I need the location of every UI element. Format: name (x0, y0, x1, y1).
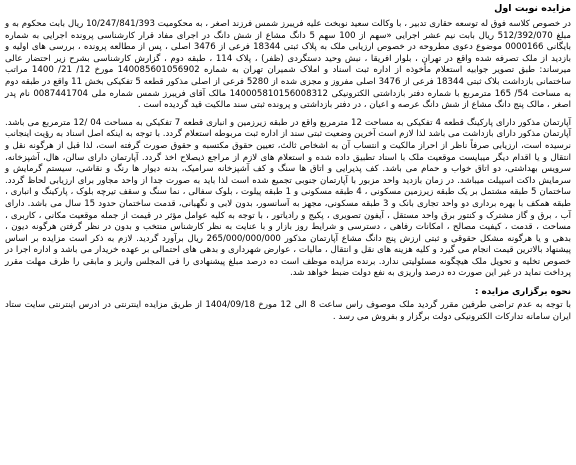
case-paragraph: در خصوص کلاسه فوق له توسعه حقاری تدبیر ، با وکالت سعید نوبخت علیه فریبرز شمس فرزند اصغر ، به محکومیت 10/247/841/393 ریال بابت محکوم به و مبلغ 512/392/070 ریال بابت نیم عشر اجرایی «سهم از 100 سهم 5 دانگ مشاع از شش دانگ در اجرای مفاد قرار کارشناسی پرونده اجرایی به شماره بایگانی 0000166 موضوع دعوی مطروحه در خصوص ارزیابی ملک به پلاک ثبتی 18344 فرعی از 3476 اصلی ، پس از مطالعه پرونده ، بررسی های اولیه و بازدید از ملک تصرفه شده واقع در تهران ، بلوار افریقا ، نبش وحید دستگردی (ظفر) ، پلاک 114 ، طبقه دوم ، گزارش کارشناسی بشرح زیر احتضار عالی میرساند: طبق تصویر جوابیه استعلام مأخوذه از اداره ثبت اسناد و املاک شمیران تهران به شماره 140085601056902 مورخ 12/ 21/ 1400 مراتب ساختمانی بازداشت بلاک ثبتی 18344 فرعی از 3476 اصلی مفروز و مجزی شده از 5280 فرعی از اصلی مذکور قطعه 5 تفکیکی بخش 11 واقع در طبقه دوم به مساحت 54/ 165 مترمربع با شماره دفتر بازداشتی الکترونیکی 140005810156008312 مالک آقای فریبرز شمس شماره ملی 0087441704 نام پدر اصغر ، مالک پنج دانگ مشاع از شش دانگ عرصه و اعیان ، در دفتر بازداشتی و پرونده ثبتی سند مالکیت قید گردیده است . (5, 19, 572, 111)
auction-method-label: نحوه برگزاری مزایده : (474, 287, 571, 298)
auction-method-paragraph: با توجه به عدم تراضی طرفین مقرر گردید ملک موصوف راس ساعت 8 الی 12 مورخ 1404/09/18 از طریق مزایده اینترنتی در ادرس اینترنتی سایت ستاد ایران سامانه تدارکات الکترونیکی دولت برگزار و بفروش می رسد . (5, 300, 571, 322)
property-description-paragraph: آپارتمان مذکور دارای پارکینگ قطعه 4 تفکیکی به مساحت 12 مترمربع واقع در طبقه زیرزمین و انباری قطعه 7 تفکیکی به مساحت 04 /12 مترمربع می باشد. آپارتمان مذکور دارای بازداشت می باشد لذا لازم است آخرین وضعیت ثبتی سند از اداره ثبت مربوطه استعلام گردد. با توجه به اینکه اصل اسناد به رؤیت اینجانب نرسیده است، ارزیابی صرفاً ناظر از احراز مالکیت و انتساب آن به اشخاص ثالث، تعیین حقوق مکتسبه و حقوق صورت گرفته است، لذا قبل از هرگونه نقل و انتقال و یا اقدام دیگر میبایست موقعیت ملک با اسناد تطبیق داده شده و استعلام های لازم از مراجع ذیصلاح اخذ گردد. آپارتمان دارای سالن، هال، آشپزخانه، سرویس بهداشتی، دو اتاق خواب و حمام می باشد. کف پذیرایی و اتاق ها سنگ و کف آشپزخانه سرامیک، بدنه دیوار ها رنگ و نقاشی، سیستم گرمایش و سرمایش داکت اسپیلت میباشد. در زمان بازدید واحد مزبور با آپارتمان جنوبی تجمیع شده است لذا باید به صورت جدا از واحد مجاور برای ارزیابی لحاظ گردد. ساختمان 5 طبقه مشتمل بر یک طبقه زیرزمین مسکونی ، 4 طبقه مسکونی و 1 طبقه پیلوت ، بلوک سفالی ، نما سنگ و سقف تیرچه بلوک ، پارکینگ و انباری ، طبقه همکف با بهره برداری دو واحد تجاری بانک و 3 طبقه مسکونی، مجهز به آسانسور، بدون لابی و نگهبانی، قدمت ساختمان حدود 15 سال می باشد. دارای آب ، برق و گاز مشترک و کنتور برق واحد مستقل ، آیفون تصویری ، پکیج و رادیاتور ، با توجه به کلیه عوامل مؤثر در قیمت از جمله موقعیت مکانی ، کاربری ، مساحت ، قدمت ، کیفیت مصالح ، امکانات رفاهی ، دسترسی و شرایط روز بازار و با عنایت به نظر کارشناس منتخب و بدون در نظر گرفتن هرگونه دیون ، بدهی و یا هرگونه مشکل حقوقی و ثبتی ارزش پنج دانگ مشاع آپارتمان مذکور 265/000/000/000 ریال برآورد گردید. لازم به ذکر است مزایده بر اساس پیشنهاد بالاترین قیمت انجام می گیرد و کلیه هزینه های نقل و انتقال ، مالیات ، عوارض شهرداری و بدهی های احتمالی بر عهده خریدار می باشد و اداره اجرا در خصوص تخلیه و تحویل ملک هیچگونه مسئولیتی ندارد. برنده مزایده موظف است ده درصد مبلغ پیشنهادی را فی المجلس واریز و مابقی را ظرف مهلت مقرر پرداخت نماید در غیر این صورت ده درصد واریزی به نفع دولت ضبط خواهد شد. (5, 117, 572, 279)
document-title: مزایده نوبت اول (494, 3, 571, 14)
